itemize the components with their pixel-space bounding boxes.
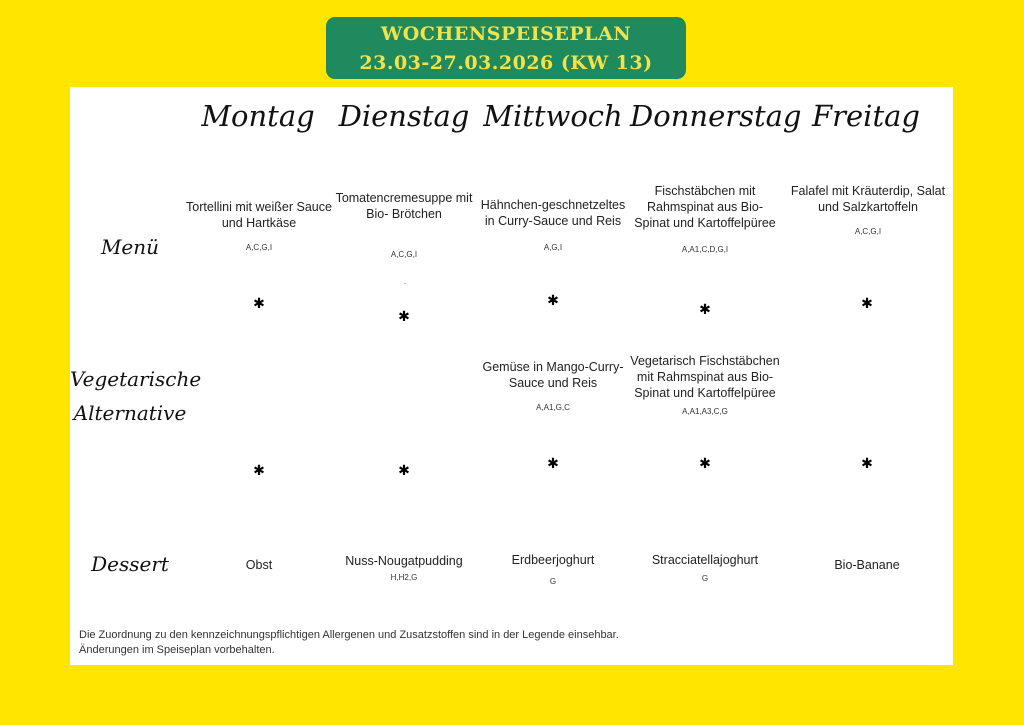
- allergen-codes: G: [549, 577, 557, 586]
- title-banner: [326, 17, 686, 79]
- dish-text: Fischstäbchen mit Rahmspinat aus Bio-Spinat und Kartoffelpüree: [634, 184, 776, 230]
- dish-text: Bio-Banane: [834, 558, 900, 572]
- allergen-codes: A,G,I: [543, 243, 563, 252]
- star-marker: ✱: [699, 301, 711, 317]
- row-label-vegetarian-line2: Alternative: [73, 401, 187, 425]
- dessert-cell-wednesday: [478, 552, 628, 587]
- star-marker: ✱: [861, 295, 873, 311]
- day-header-tuesday: Dienstag: [338, 99, 470, 133]
- date-range: 23.03-27.03.2026 (KW 13): [359, 52, 653, 74]
- row-label-vegetarian-line1: Vegetarische: [70, 367, 202, 391]
- dish-text: Tomatencremesuppe mit Bio- Brötchen: [335, 191, 473, 221]
- page-title: WOCHENSPEISEPLAN: [380, 23, 632, 45]
- allergen-codes: G: [701, 574, 709, 583]
- dish-text: Erdbeerjoghurt: [511, 553, 595, 567]
- dessert-cell-thursday: [630, 552, 780, 584]
- star-marker: ✱: [398, 308, 410, 324]
- dish-text: Falafel mit Kräuterdip, Salat und Salzkartoffeln: [790, 184, 946, 214]
- star-marker: ✱: [861, 455, 873, 471]
- dish-text: Obst: [245, 558, 273, 572]
- star-marker: ✱: [547, 292, 559, 308]
- star-marker: ✱: [699, 455, 711, 471]
- star-marker: ✱: [253, 462, 265, 478]
- veg-cell-thursday: [625, 353, 785, 417]
- menu-cell-wednesday: [478, 197, 628, 253]
- dessert-cell-tuesday: [329, 553, 479, 583]
- day-header-wednesday: Mittwoch: [483, 99, 623, 133]
- row-label-menu: Menü: [100, 235, 160, 259]
- allergen-codes: A,C,G,I: [854, 227, 882, 236]
- dessert-cell-monday: [184, 557, 334, 573]
- menu-cell-monday: [184, 199, 334, 253]
- star-marker: ✱: [253, 295, 265, 311]
- stray-dot: .: [404, 277, 407, 286]
- day-header-friday: Freitag: [812, 99, 920, 133]
- footer-line-1: Die Zuordnung zu den kennzeichnungspflichtigen Allergenen und Zusatzstoffen sind in der Legende einsehbar.: [79, 629, 619, 641]
- dish-text: Hähnchen-geschnetzeltes in Curry-Sauce und Reis: [480, 198, 626, 228]
- allergen-codes: A,A1,G,C: [536, 403, 570, 412]
- allergen-codes: A,A1,C,D,G,I: [681, 245, 729, 254]
- dish-text: Nuss-Nougatpudding: [345, 554, 463, 568]
- allergen-codes: H,H2,G: [390, 573, 418, 582]
- dish-text: Vegetarisch Fischstäbchen mit Rahmspinat aus Bio-Spinat und Kartoffelpüree: [630, 354, 780, 400]
- row-label-vegetarian: [70, 362, 202, 430]
- day-header-thursday: Donnerstag: [630, 99, 802, 133]
- dessert-cell-friday: [792, 557, 942, 573]
- menu-cell-friday: [783, 183, 953, 237]
- dish-text: Gemüse in Mango-Curry-Sauce und Reis: [482, 360, 624, 390]
- star-marker: ✱: [398, 462, 410, 478]
- star-marker: ✱: [547, 455, 559, 471]
- dish-text: Stracciatellajoghurt: [651, 553, 759, 567]
- allergen-codes: A,C,G,I: [245, 243, 273, 252]
- day-header-monday: Montag: [201, 99, 315, 133]
- veg-cell-wednesday: [473, 359, 633, 413]
- dish-text: Tortellini mit weißer Sauce und Hartkäse: [186, 200, 332, 230]
- menu-panel: [70, 87, 953, 665]
- footer-note: [79, 628, 619, 658]
- footer-line-2: Änderungen im Speiseplan vorbehalten.: [79, 644, 275, 656]
- allergen-codes: A,A1,A3,C,G: [682, 407, 728, 416]
- menu-cell-tuesday: [329, 190, 479, 260]
- allergen-codes: A,C,G,I: [390, 250, 418, 259]
- row-label-dessert: Dessert: [91, 552, 169, 576]
- menu-cell-thursday: [630, 183, 780, 255]
